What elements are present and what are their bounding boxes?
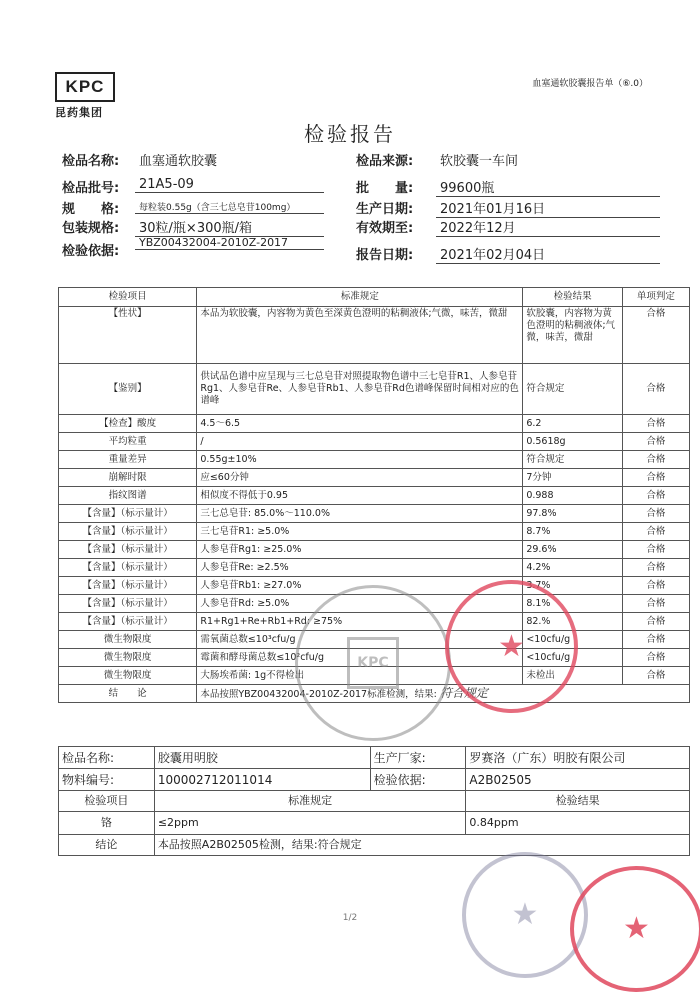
seal-logo-icon: KPC [347, 637, 399, 689]
table-row: 【含量】（标示量计） 人参皂苷Rb1: ≥27.0% 3.7% 合格 [59, 577, 690, 595]
table-row: 微生物限度 大肠埃希菌: 1g不得检出 未检出 合格 [59, 667, 690, 685]
product-name-value: 血塞通软胶囊 [139, 154, 218, 169]
header-standard: 标准规定 [197, 288, 523, 307]
table-row: 【含量】（标示量计） 人参皂苷Rg1: ≥25.0% 29.6% 合格 [59, 541, 690, 559]
header-result: 检验结果 [523, 288, 623, 307]
star-icon: ★ [498, 628, 525, 664]
table-row: 铬 ≤2ppm 0.84ppm [59, 812, 690, 835]
company-logo [55, 72, 115, 120]
conclusion-label: 结 论 [59, 685, 197, 703]
conclusion-row [59, 685, 690, 703]
gelatin-maker-value: 罗赛洛（广东）明胶有限公司 [466, 747, 690, 769]
header-judgement: 单项判定 [622, 288, 689, 307]
pack-label: 包装规格: [62, 221, 120, 236]
batch-size-value: 99600瓶 [436, 177, 660, 197]
batch-size-label: 批 量: [356, 181, 414, 196]
results-table [58, 287, 690, 703]
basis-value: YBZ00432004-2010Z-2017 [135, 236, 324, 250]
source-value: 软胶囊一车间 [440, 154, 519, 169]
gelatin-header-row: 检验项目 标准规定 检验结果 [59, 791, 690, 812]
lot-value: 21A5-09 [135, 177, 324, 193]
gelatin-name-value: 胶囊用明胶 [154, 747, 370, 769]
conclusion-handwriting: 符合规定 [439, 685, 488, 700]
page-number: 1/2 [342, 913, 358, 923]
header-item: 检验项目 [59, 288, 197, 307]
table-row: 平均粒重 / 0.5618g 合格 [59, 433, 690, 451]
gelatin-name-label: 检品名称: [59, 747, 155, 769]
form-number: 血塞通软胶囊报告单（⑥.0） [532, 79, 648, 89]
table-row: 崩解时限 应≤60分钟 7分钟 合格 [59, 469, 690, 487]
table-row: 【含量】（标示量计） 人参皂苷Rd: ≥5.0% 8.1% 合格 [59, 595, 690, 613]
red-qa-seal [570, 866, 700, 992]
table-row: 指纹图谱 相似度不得低于0.95 0.988 合格 [59, 487, 690, 505]
logo-name: 昆药集团 [55, 106, 103, 119]
product-name-label: 检品名称: [62, 154, 120, 169]
table-row: 【性状】 本品为软胶囊，内容物为黄色至深黄色澄明的粘稠液体;气微，味苦，微甜 软胶囊，内容物为黄色澄明的粘稠液体;气微，味苦，微甜 合格 [59, 307, 690, 364]
logo-mark: KPC [55, 72, 115, 102]
table-row: 微生物限度 需氧菌总数≤10³cfu/g <10cfu/g 合格 [59, 631, 690, 649]
table-row: 【含量】（标示量计） 人参皂苷Re: ≥2.5% 4.2% 合格 [59, 559, 690, 577]
report-date-value: 2021年02月04日 [436, 244, 660, 264]
mfg-date-value: 2021年01月16日 [436, 198, 660, 218]
table-row: 【鉴别】 供试品色谱中应呈现与三七总皂苷对照提取物色谱中三七皂苷R1、人参皂苷Rg1、人参皂苷Re、人参皂苷Rb1、人参皂苷Rd色谱峰保留时间相对应的色谱峰 符合规定 合格 [59, 364, 690, 415]
pack-value: 30粒/瓶×300瓶/箱 [135, 217, 324, 237]
table-row: 【含量】（标示量计） 三七总皂苷: 85.0%～110.0% 97.8% 合格 [59, 505, 690, 523]
gelatin-basis-label: 检验依据: [370, 769, 466, 791]
expiry-label: 有效期至: [356, 221, 414, 236]
gelatin-info-row [59, 747, 690, 769]
table-row: 【含量】（标示量计） 三七皂苷R1: ≥5.0% 8.7% 合格 [59, 523, 690, 541]
gelatin-basis-value: A2B02505 [466, 769, 690, 791]
expiry-value: 2022年12月 [436, 217, 660, 237]
source-label: 检品来源: [356, 154, 414, 169]
star-icon: ★ [511, 897, 539, 932]
table-row: 微生物限度 霉菌和酵母菌总数≤10²cfu/g <10cfu/g 合格 [59, 649, 690, 667]
conclusion-text: 本品按照YBZ00432004-2010Z-2017标准检测，结果: 符合规定 [197, 685, 690, 703]
basis-label: 检验依据: [62, 244, 120, 259]
mfg-date-label: 生产日期: [356, 202, 414, 217]
gelatin-code-value: 100002712011014 [154, 769, 370, 791]
table-row: 【含量】（标示量计） R1+Rg1+Re+Rb1+Rd: ≥75% 82.% 合格 [59, 613, 690, 631]
gelatin-maker-label: 生产厂家: [370, 747, 466, 769]
page-title: 检验报告 [304, 122, 396, 146]
gelatin-table [58, 746, 690, 856]
spec-label: 规 格: [62, 202, 120, 217]
gelatin-code-label: 物料编号: [59, 769, 155, 791]
results-header-row [59, 288, 690, 307]
spec-value: 每粒装0.55g（含三七总皂苷100mg） [135, 200, 324, 214]
lot-label: 检品批号: [62, 181, 120, 196]
star-icon: ★ [623, 911, 650, 946]
gelatin-conclusion-row: 结论 本品按照A2B02505检测，结果:符合规定 [59, 835, 690, 856]
table-row: 【检查】酸度 4.5～6.5 6.2 合格 [59, 415, 690, 433]
report-date-label: 报告日期: [356, 248, 414, 263]
table-row: 重量差异 0.55g±10% 符合规定 合格 [59, 451, 690, 469]
gelatin-info-row [59, 769, 690, 791]
